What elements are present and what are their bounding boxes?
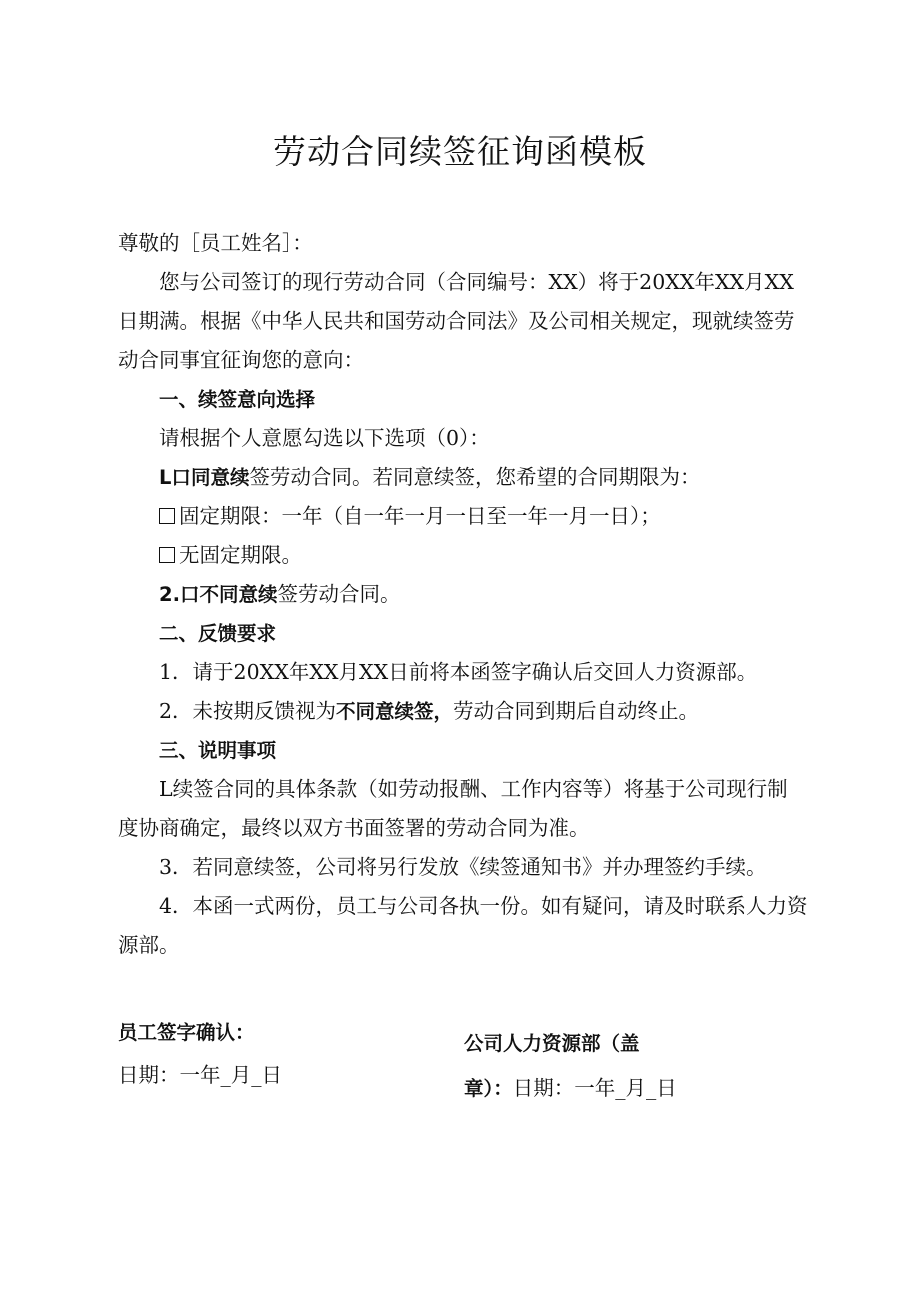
document-title: 劳动合同续签征询函模板	[273, 132, 647, 171]
option-fixed-term	[118, 497, 808, 536]
salutation: 尊敬的［员工姓名］：	[118, 231, 313, 255]
option-disagree-text: 签劳动合同。	[277, 582, 401, 606]
employee-signature-label: 员工签字确认：	[118, 1021, 255, 1044]
option-disagree	[118, 575, 808, 614]
section2-item2	[118, 692, 808, 731]
section2-heading: 二、反馈要求	[159, 622, 277, 645]
option-agree-text: 签劳动合同。若同意续签，您希望的合同期限为：	[249, 465, 701, 489]
fixed-term-text: 固定期限：一年（自一年一月一日至一年一月一日）；	[179, 504, 661, 528]
employee-signature-block	[118, 1012, 438, 1096]
option-open-term	[118, 536, 808, 575]
section2-item2-bold: 不同意续签，	[336, 700, 454, 723]
company-signature-block	[464, 1022, 704, 1111]
employee-signature-date: 日期：一年_月_日	[118, 1063, 282, 1087]
section2-item2-post: 劳动合同到期后自动终止。	[453, 699, 700, 723]
intro-paragraph: 您与公司签订的现行劳动合同（合同编号：XX）将于20XX年XX月XX日期满。根据《中华人民共和国劳动合同法》及公司相关规定，现就续签劳动合同事宜征询您的意向：	[118, 270, 795, 372]
letter-body	[118, 224, 808, 965]
section1-instruction: 请根据个人意愿勾选以下选项（0）：	[159, 426, 490, 450]
section3-heading: 三、说明事项	[159, 739, 277, 762]
company-signature-date: 日期：一年_月_日	[512, 1076, 677, 1100]
option-agree	[118, 458, 808, 497]
open-term-text: 无固定期限。	[179, 543, 302, 567]
section1-heading: 一、续签意向选择	[159, 388, 316, 411]
option-agree-bold: 同意续	[190, 466, 250, 489]
option-disagree-bold: 2.口不同意续	[159, 583, 278, 606]
company-signature-label-cont: 章）：	[464, 1077, 513, 1100]
company-signature-line2	[464, 1066, 704, 1111]
fixed-term-checkbox[interactable]	[159, 508, 175, 524]
section3-item3: 3．若同意续签，公司将另行发放《续签通知书》并办理签约手续。	[159, 855, 767, 879]
open-term-checkbox[interactable]	[159, 547, 175, 563]
section2-item2-pre: 2．未按期反馈视为	[159, 699, 337, 723]
section3-item4: 4．本函一式两份，员工与公司各执一份。如有疑问，请及时联系人力资源部。	[118, 894, 808, 957]
company-signature-label: 公司人力资源部（盖	[464, 1032, 640, 1055]
section2-item1: 1．请于20XX年XX月XX日前将本函签字确认后交回人力资源部。	[159, 660, 758, 684]
option-agree-prefix: L口	[159, 466, 191, 489]
section3-item1: L续签合同的具体条款（如劳动报酬、工作内容等）将基于公司现行制度协商确定，最终以双方书面签署的劳动合同为准。	[118, 777, 788, 840]
